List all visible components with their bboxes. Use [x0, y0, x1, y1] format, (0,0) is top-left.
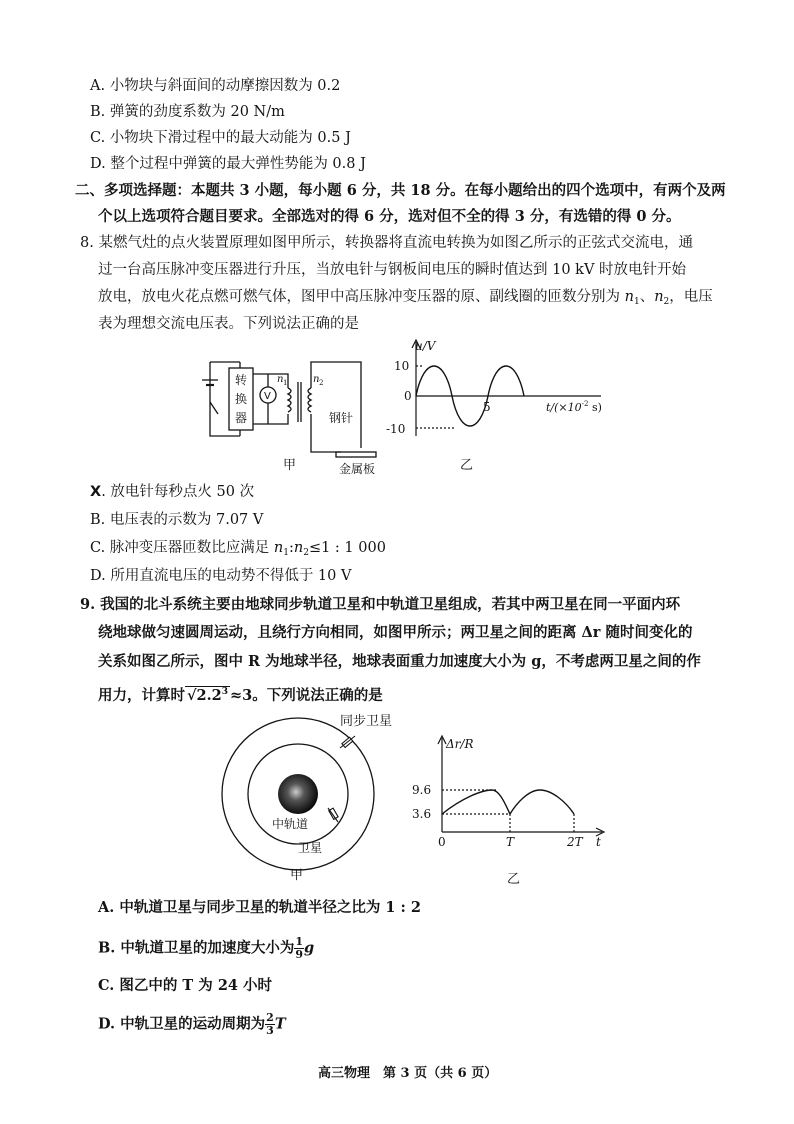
q7-option-b: B. 弹簧的劲度系数为 20 N/m: [90, 104, 285, 120]
q7-option-c: C. 小物块下滑过程中的最大动能为 0.5 J: [90, 130, 351, 146]
q9-stem-line1: 9. 我国的北斗系统主要由地球同步轨道卫星和中轨道卫星组成，若其中两卫星在同一平面内环: [80, 596, 681, 613]
plate-label: 金属板: [339, 462, 376, 476]
n2-label: n: [313, 374, 320, 385]
q9-distance-graph: [412, 732, 612, 850]
mid-satellite-icon: [328, 808, 338, 822]
q9-option-c: C. 图乙中的 T 为 24 小时: [98, 977, 273, 994]
q9-fig-yi-caption: 乙: [507, 872, 521, 887]
q8-stem-line1: 8. 某燃气灶的点火装置原理如图甲所示，转换器将直流电转换为如图乙所示的正弦式交流电，通: [80, 235, 693, 251]
earth-icon: [278, 774, 318, 814]
needle-label: 钢针: [329, 411, 354, 425]
q8-option-c: C. 脉冲变压器匝数比应满足 $n_1:n_2\le 1$ : 1 000: [90, 540, 386, 558]
n2-sub: 2: [319, 379, 324, 387]
q9-fig-jia-caption: 甲: [290, 868, 304, 883]
u-tick-0: 0: [404, 389, 412, 403]
u-tick-neg10: -10: [386, 422, 406, 436]
q9-stem-line2: 绕地球做匀速圆周运动，且绕行方向相同，如图甲所示；两卫星之间的距离 Δr 随时间变化的: [98, 624, 693, 641]
sync-satellite-label: 同步卫星: [340, 714, 393, 729]
section-heading-line2: 个以上选项符合题目要求。全部选对的得 6 分，选对但不全的得 3 分，有选错的得 0 分。: [98, 208, 681, 225]
t-axis-label: $t/(\times 10^{-2}$ s): [546, 400, 602, 414]
q9-option-b: B. 中轨道卫星的加速度大小为 $\frac{1}{9}$ g: [98, 935, 315, 961]
u-axis-label: u/V: [415, 339, 436, 353]
q9-orbit-figure: [212, 708, 392, 888]
q7-option-a: A. 小物块与斜面间的动摩擦因数为 0.2: [90, 78, 341, 94]
satellite-label: 卫星: [298, 841, 323, 855]
n1-label: n: [277, 374, 284, 385]
converter-label-2: 换: [235, 392, 248, 406]
q8-voltage-graph: [386, 336, 626, 446]
q8-stem-line4: 表为理想交流电压表。下列说法正确的是: [98, 316, 359, 332]
t-axis-label: t: [596, 835, 601, 849]
dr-tick-high: 9.6: [412, 783, 432, 797]
q7-option-d: D. 整个过程中弹簧的最大弹性势能为 0.8 J: [90, 156, 366, 172]
u-tick-10: 10: [394, 359, 410, 373]
q8-fig-jia-caption: 甲: [283, 458, 297, 473]
q8-stem-line3: 放电，放电火花点燃可燃气体，图甲中高压脉冲变压器的原、副线圈的匝数分别为 $n_1$、$n_2$，电压: [98, 289, 713, 307]
q8-stem-line2: 过一台高压脉冲变压器进行升压，当放电针与钢板间电压的瞬时值达到 10 kV 时放电针开始: [98, 262, 687, 278]
n1-sub: 1: [283, 379, 288, 387]
dr-axis-label: Δr/R: [446, 737, 474, 751]
q8-option-d: D. 所用直流电压的电动势不得低于 10 V: [90, 568, 352, 584]
q8-option-b: B. 电压表的示数为 7.07 V: [90, 512, 264, 528]
section-heading-line1: 二、多项选择题：本题共 3 小题，每小题 6 分，共 18 分。在每小题给出的四个选项中，有两个及两: [75, 182, 726, 199]
t-tick-T: T: [506, 835, 515, 849]
q9-option-d: D. 中轨卫星的运动周期为 $\frac{2}{3}$ T: [98, 1011, 286, 1037]
t-tick-5: 5: [483, 400, 491, 414]
q9-stem-line3: 关系如图乙所示，图中 R 为地球半径，地球表面重力加速度大小为 g，不考虑两卫星之间的作: [98, 653, 701, 670]
dr-tick-low: 3.6: [412, 807, 432, 821]
q8-fig-yi-caption: 乙: [460, 458, 474, 473]
q9-stem-line4: 用力，计算时 $√2.2^3 \approx 3$。下列说法正确的是: [98, 687, 383, 704]
t-tick-0: 0: [438, 835, 446, 849]
converter-label-1: 转: [235, 373, 248, 387]
voltmeter-symbol: V: [264, 391, 271, 402]
q8-option-a: X. 放电针每秒点火 50 次: [90, 484, 255, 500]
q9-option-a: A. 中轨道卫星与同步卫星的轨道半径之比为 1 : 2: [98, 899, 422, 916]
page-footer: 高三物理 第 3 页（共 6 页）: [318, 1066, 498, 1081]
converter-label-3: 器: [235, 411, 248, 425]
mid-orbit-label: 中轨道: [272, 817, 309, 831]
t-tick-2T: 2T: [567, 835, 583, 849]
